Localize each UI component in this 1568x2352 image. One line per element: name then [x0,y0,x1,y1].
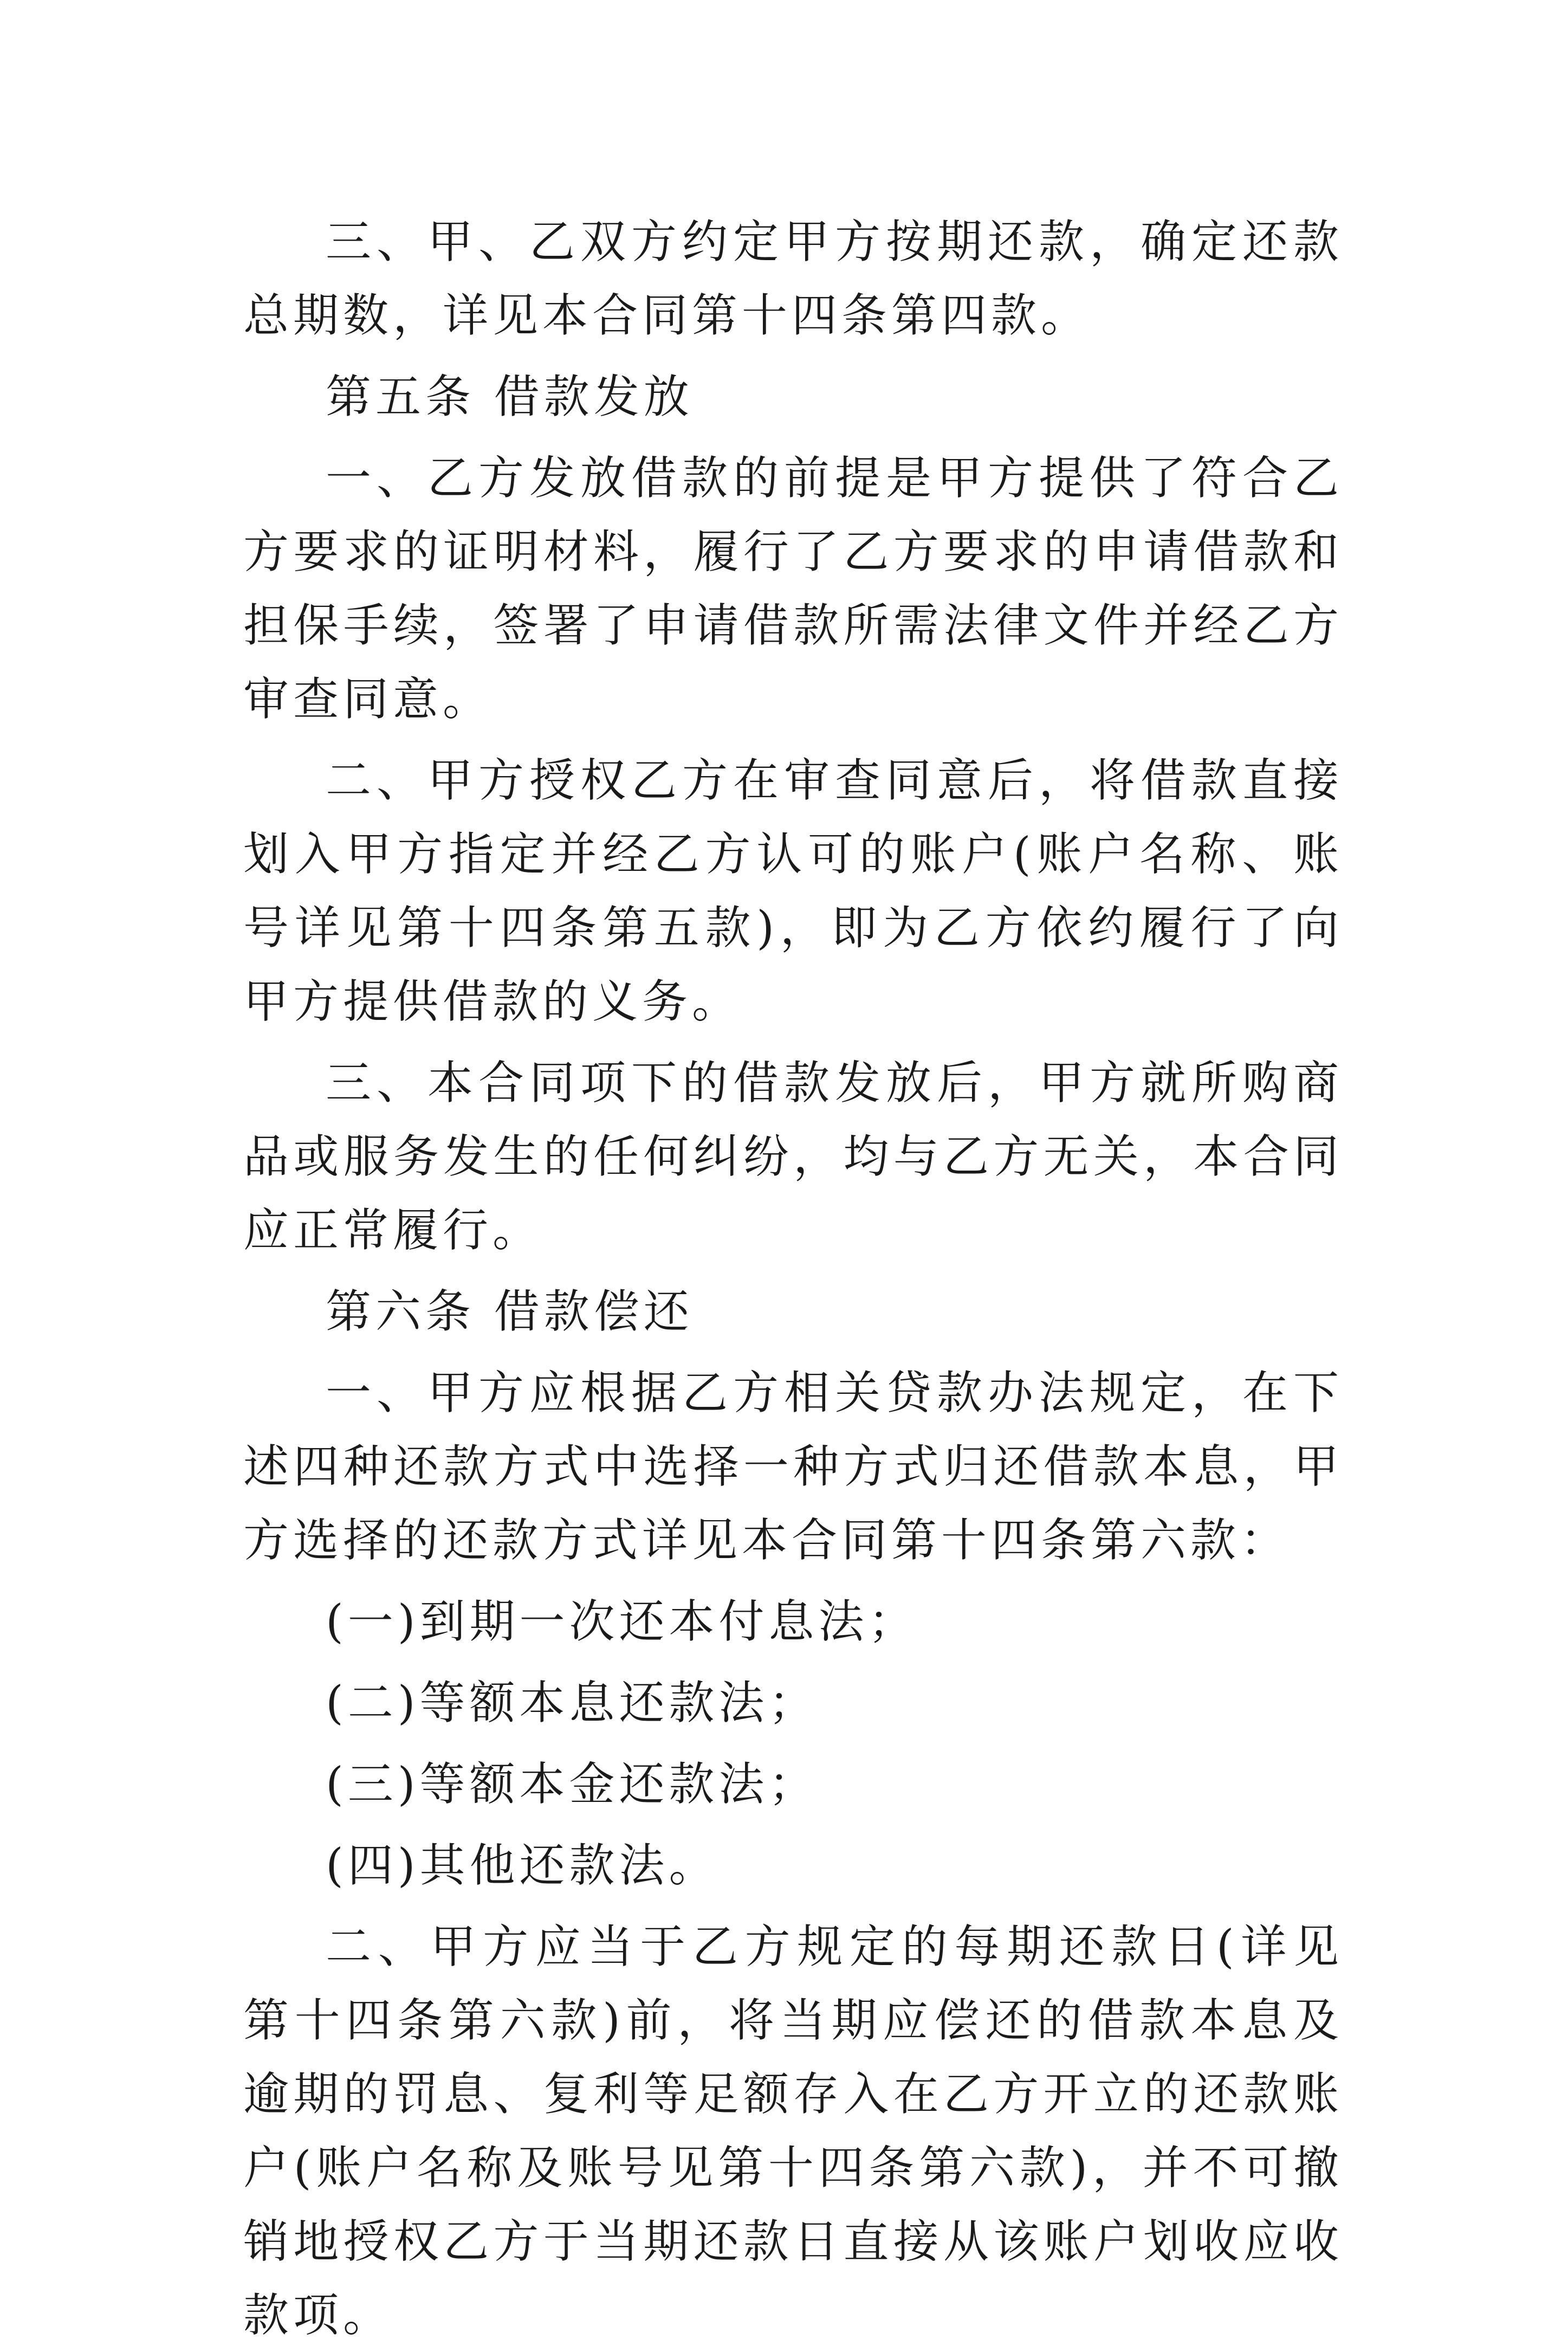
article-5-heading: 第五条 借款发放 [326,370,694,423]
list-item-repayment-method-2: (二)等额本息还款法； [326,1676,819,1729]
list-item-repayment-method-1: (一)到期一次还本付息法； [326,1595,918,1648]
list-item-repayment-method-4: (四)其他还款法。 [326,1839,719,1892]
list-item-repayment-method-3: (三)等额本金还款法； [326,1757,819,1811]
paragraph-loan-transfer-authorization: 二、甲方授权乙方在审查同意后，将借款直接划入甲方指定并经乙方认可的账户(账户名称、账号详见第十四条第五款)，即为乙方依约履行了向甲方提供借款的义务。 [243,754,1343,1028]
paragraph-repayment-deposit: 二、甲方应当于乙方规定的每期还款日(详见第十四条第六款)前，将当期应偿还的借款本息及逾期的罚息、复利等足额存入在乙方开立的还款账户(账户名称及账号见第十四条第六款)，并不可撤销地授权乙方于当期还款日直接从该账户划收应收款项。 [243,1920,1343,2342]
article-6-heading: 第六条 借款偿还 [326,1285,694,1338]
paragraph-loan-release-precondition: 一、乙方发放借款的前提是甲方提供了符合乙方要求的证明材料，履行了乙方要求的申请借款和担保手续，签署了申请借款所需法律文件并经乙方审查同意。 [243,451,1343,726]
paragraph-3-repayment-periods: 三、甲、乙双方约定甲方按期还款，确定还款总期数，详见本合同第十四条第四款。 [243,215,1343,342]
paragraph-repayment-methods: 一、甲方应根据乙方相关贷款办法规定，在下述四种还款方式中选择一种方式归还借款本息，甲方选择的还款方式详见本合同第十四条第六款： [243,1366,1343,1567]
document-body [243,205,1343,2352]
paragraph-purchase-disputes: 三、本合同项下的借款发放后，甲方就所购商品或服务发生的任何纠纷，均与乙方无关，本合同应正常履行。 [243,1056,1343,1257]
